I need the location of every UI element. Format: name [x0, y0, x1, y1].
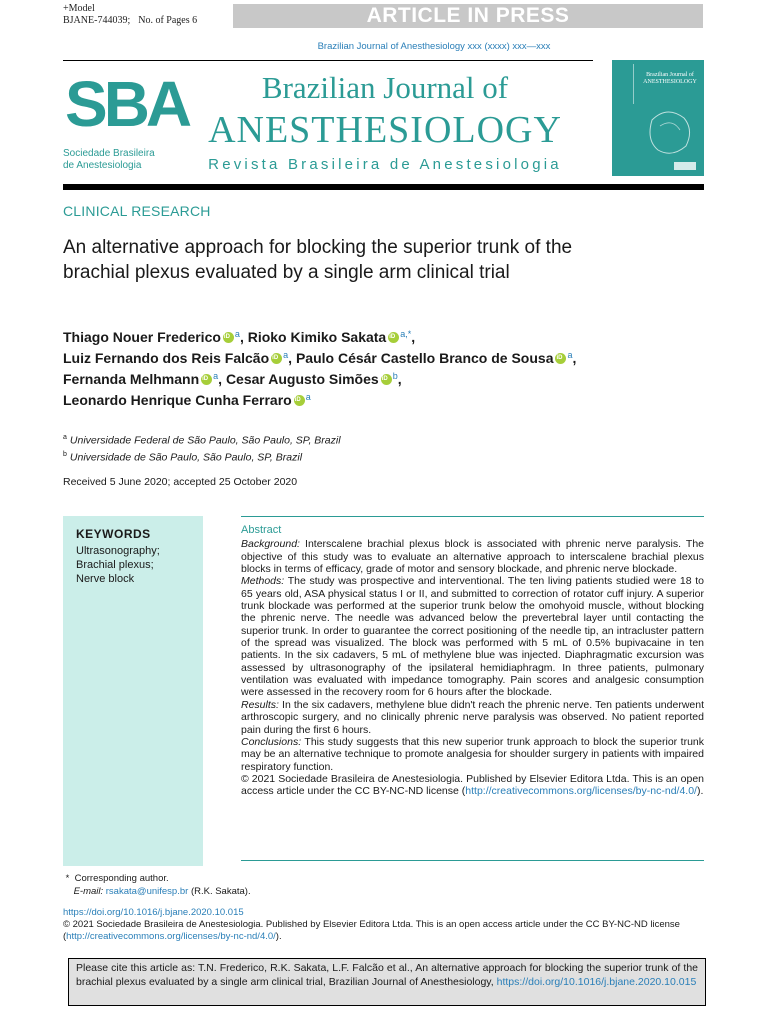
affiliation-marker[interactable]: a,* [400, 329, 412, 339]
model-label: +Model [63, 3, 95, 14]
author-name: Rioko Kimiko Sakata [247, 329, 387, 345]
abstract-conclusions: Conclusions: This study suggests that this new superior trunk approach to block the superior trunk may be an alternative technique to promote analgesia for shoulder surgery in patients with impaired respiratory function. [241, 735, 704, 773]
author-name: Cesar Augusto Simões [225, 371, 379, 387]
banner-text: ARTICLE IN PRESS [366, 4, 570, 27]
orcid-icon[interactable] [381, 374, 392, 385]
keyword-item: Brachial plexus; [76, 559, 154, 571]
journal-reference: Brazilian Journal of Anesthesiology xxx (xxxx) xxx—xxx [317, 41, 551, 52]
masthead-rule [63, 184, 704, 190]
affiliation-marker[interactable]: a [283, 350, 289, 360]
section-label: CLINICAL RESEARCH [63, 203, 211, 219]
abstract-methods: Methods: The study was prospective and interventional. The ten living patients studied were 18 to 65 years old, ASA physical status I or II, and submitted to correction of rotator cuff injury. A superior trunk blockade was performed at the superior trunk below the omohyoid muscle, without blocking the phrenic nerve. The needle was advanced below the prevertebral layer until contacting the superior trunk. In order to guarantee the correct positioning of the needle tip, an intracluster pattern of the spread was visualized. The block was performed with 5 mL of 0.5% bupivacaine in ten patients. In the six cadavers, 5 mL of methylene blue was injected. Diaphragmatic excursion was assessed by ultrasonography of the ipsilateral hemidiaphragm. In three patients, pulmonary ventilation was evaluated with impedance tomography. Pain scores and analgesic consumption were assessed in the recovery room for 6 hours after the blockade. [241, 575, 704, 699]
corresponding-author-footnote: * Corresponding author. E-mail: rsakata@unifesp.br (R.K. Sakata). [65, 873, 251, 897]
author-name: Paulo Césár Castello Branco de Sousa [295, 350, 554, 366]
keyword-item: Nerve block [76, 573, 135, 585]
affiliations [63, 431, 341, 464]
abstract-heading: Abstract [241, 524, 282, 536]
page-count: No. of Pages 6 [138, 15, 198, 26]
orcid-icon[interactable] [223, 332, 234, 343]
doi-block: https://doi.org/10.1016/j.bjane.2020.10.015 © 2021 Sociedade Brasileira de Anestesiologia. Published by Elsevier Editora Ltda. This is an open access article under the CC BY-NC-ND license (http://creativecommons.org/licenses/by-nc-nd/4.0/). [63, 907, 680, 942]
abstract-background: Background: Interscalene brachial plexus block is associated with phrenic nerve paralysis. The objective of this study was to evaluate an alternative approach to interscalene brachial plexus blocks in terms of efficacy, grade of motor and sensory blockade, and phrenic nerve blockade. [241, 538, 704, 576]
sba-logo [63, 68, 189, 172]
sba-logo-letters: SBA [65, 68, 189, 140]
orcid-icon[interactable] [388, 332, 399, 343]
orcid-icon[interactable] [271, 353, 282, 364]
doi-link[interactable]: https://doi.org/10.1016/j.bjane.2020.10.015 [63, 907, 244, 918]
affiliation-marker[interactable]: a [567, 350, 573, 360]
affiliation-marker[interactable]: a [213, 371, 219, 381]
article-in-press-banner [233, 4, 703, 28]
journal-title-line1: Brazilian Journal of [261, 70, 509, 105]
orcid-icon[interactable] [294, 395, 305, 406]
author-name: Leonardo Henrique Cunha Ferraro [63, 392, 292, 408]
license-link[interactable]: http://creativecommons.org/licenses/by-nc-nd/4.0/ [66, 931, 276, 942]
keywords-box [63, 516, 203, 866]
article-title: An alternative approach for blocking the superior trunk of the brachial plexus evaluated by a single arm clinical trial [63, 237, 573, 283]
author-name: Fernanda Melhmann [63, 371, 200, 387]
abstract-rule-bottom [241, 860, 704, 861]
abstract-copyright: © 2021 Sociedade Brasileira de Anestesiologia. Published by Elsevier Editora Ltda. This is an open access article under the CC BY-NC-ND license (http://creativecommons.org/licenses/by-nc-nd/4.0/). [241, 772, 704, 798]
abstract-rule-top [241, 516, 704, 517]
email-link[interactable]: rsakata@unifesp.br [105, 886, 189, 897]
cover-title: Brazilian Journal of ANESTHESIOLOGY [643, 72, 697, 85]
abstract-results: Results: In the six cadavers, methylene blue didn't reach the phrenic nerve. Ten patients underwent arthroscopic surgery, and no clinically phrenic nerve paralysis was observed. No patient reported pain during the first 6 hours. [241, 698, 704, 736]
affiliation-item: $^b$ Universidade de São Paulo, São Paulo, SP, Brazil [63, 450, 303, 463]
affiliation-marker[interactable]: a [305, 392, 311, 402]
sba-logo-subtitle: Sociedade Brasileira de Anestesiologia [63, 148, 155, 171]
orcid-icon[interactable] [201, 374, 212, 385]
citation-box [68, 958, 706, 1006]
journal-cover-thumbnail [612, 60, 704, 176]
author-list: Thiago Nouer FredericoiD $^a$, Rioko Kimiko SakataiD $^{a,*}$, Luiz Fernando dos Reis FalcãoiD $^a$, Paulo Césár Castello Branco de SousaiD $^a$, Fernanda MelhmanniD $^a$, Cesar Augusto SimõesiD $^b$, Leonardo Henrique Cunha FerraroiD $^a$ [63, 325, 703, 409]
keywords-heading: KEYWORDS [76, 527, 151, 541]
journal-title-line2: ANESTHESIOLOGY [208, 109, 562, 151]
orcid-icon[interactable] [555, 353, 566, 364]
article-id: BJANE-744039; [63, 15, 131, 26]
header-divider [63, 60, 593, 61]
affiliation-item: $^a$ Universidade Federal de São Paulo, São Paulo, SP, Brazil [63, 434, 341, 447]
cover-illustration [612, 60, 704, 176]
citation-doi-link[interactable]: https://doi.org/10.1016/j.bjane.2020.10.015 [496, 975, 697, 988]
keyword-item: Ultrasonography; [76, 545, 160, 557]
citation-text: Please cite this article as: T.N. Frederico, R.K. Sakata, L.F. Falcão et al., An alternative approach for blocking the superior trunk of the brachial plexus evaluated by a single arm clinical trial, Brazilian Journal of Anesthesiology, [76, 962, 698, 988]
affiliation-marker[interactable]: b [392, 371, 398, 381]
abstract [241, 524, 704, 798]
author-name: Luiz Fernando dos Reis Falcão [63, 350, 270, 366]
author-name: Thiago Nouer Frederico [63, 329, 221, 345]
affiliation-marker[interactable]: a [234, 329, 240, 339]
license-link[interactable]: http://creativecommons.org/licenses/by-nc-nd/4.0/ [465, 785, 697, 798]
header-meta [63, 3, 205, 27]
received-dates: Received 5 June 2020; accepted 25 October 2020 [63, 476, 298, 488]
journal-subtitle: Revista Brasileira de Anestesiologia [208, 156, 562, 173]
